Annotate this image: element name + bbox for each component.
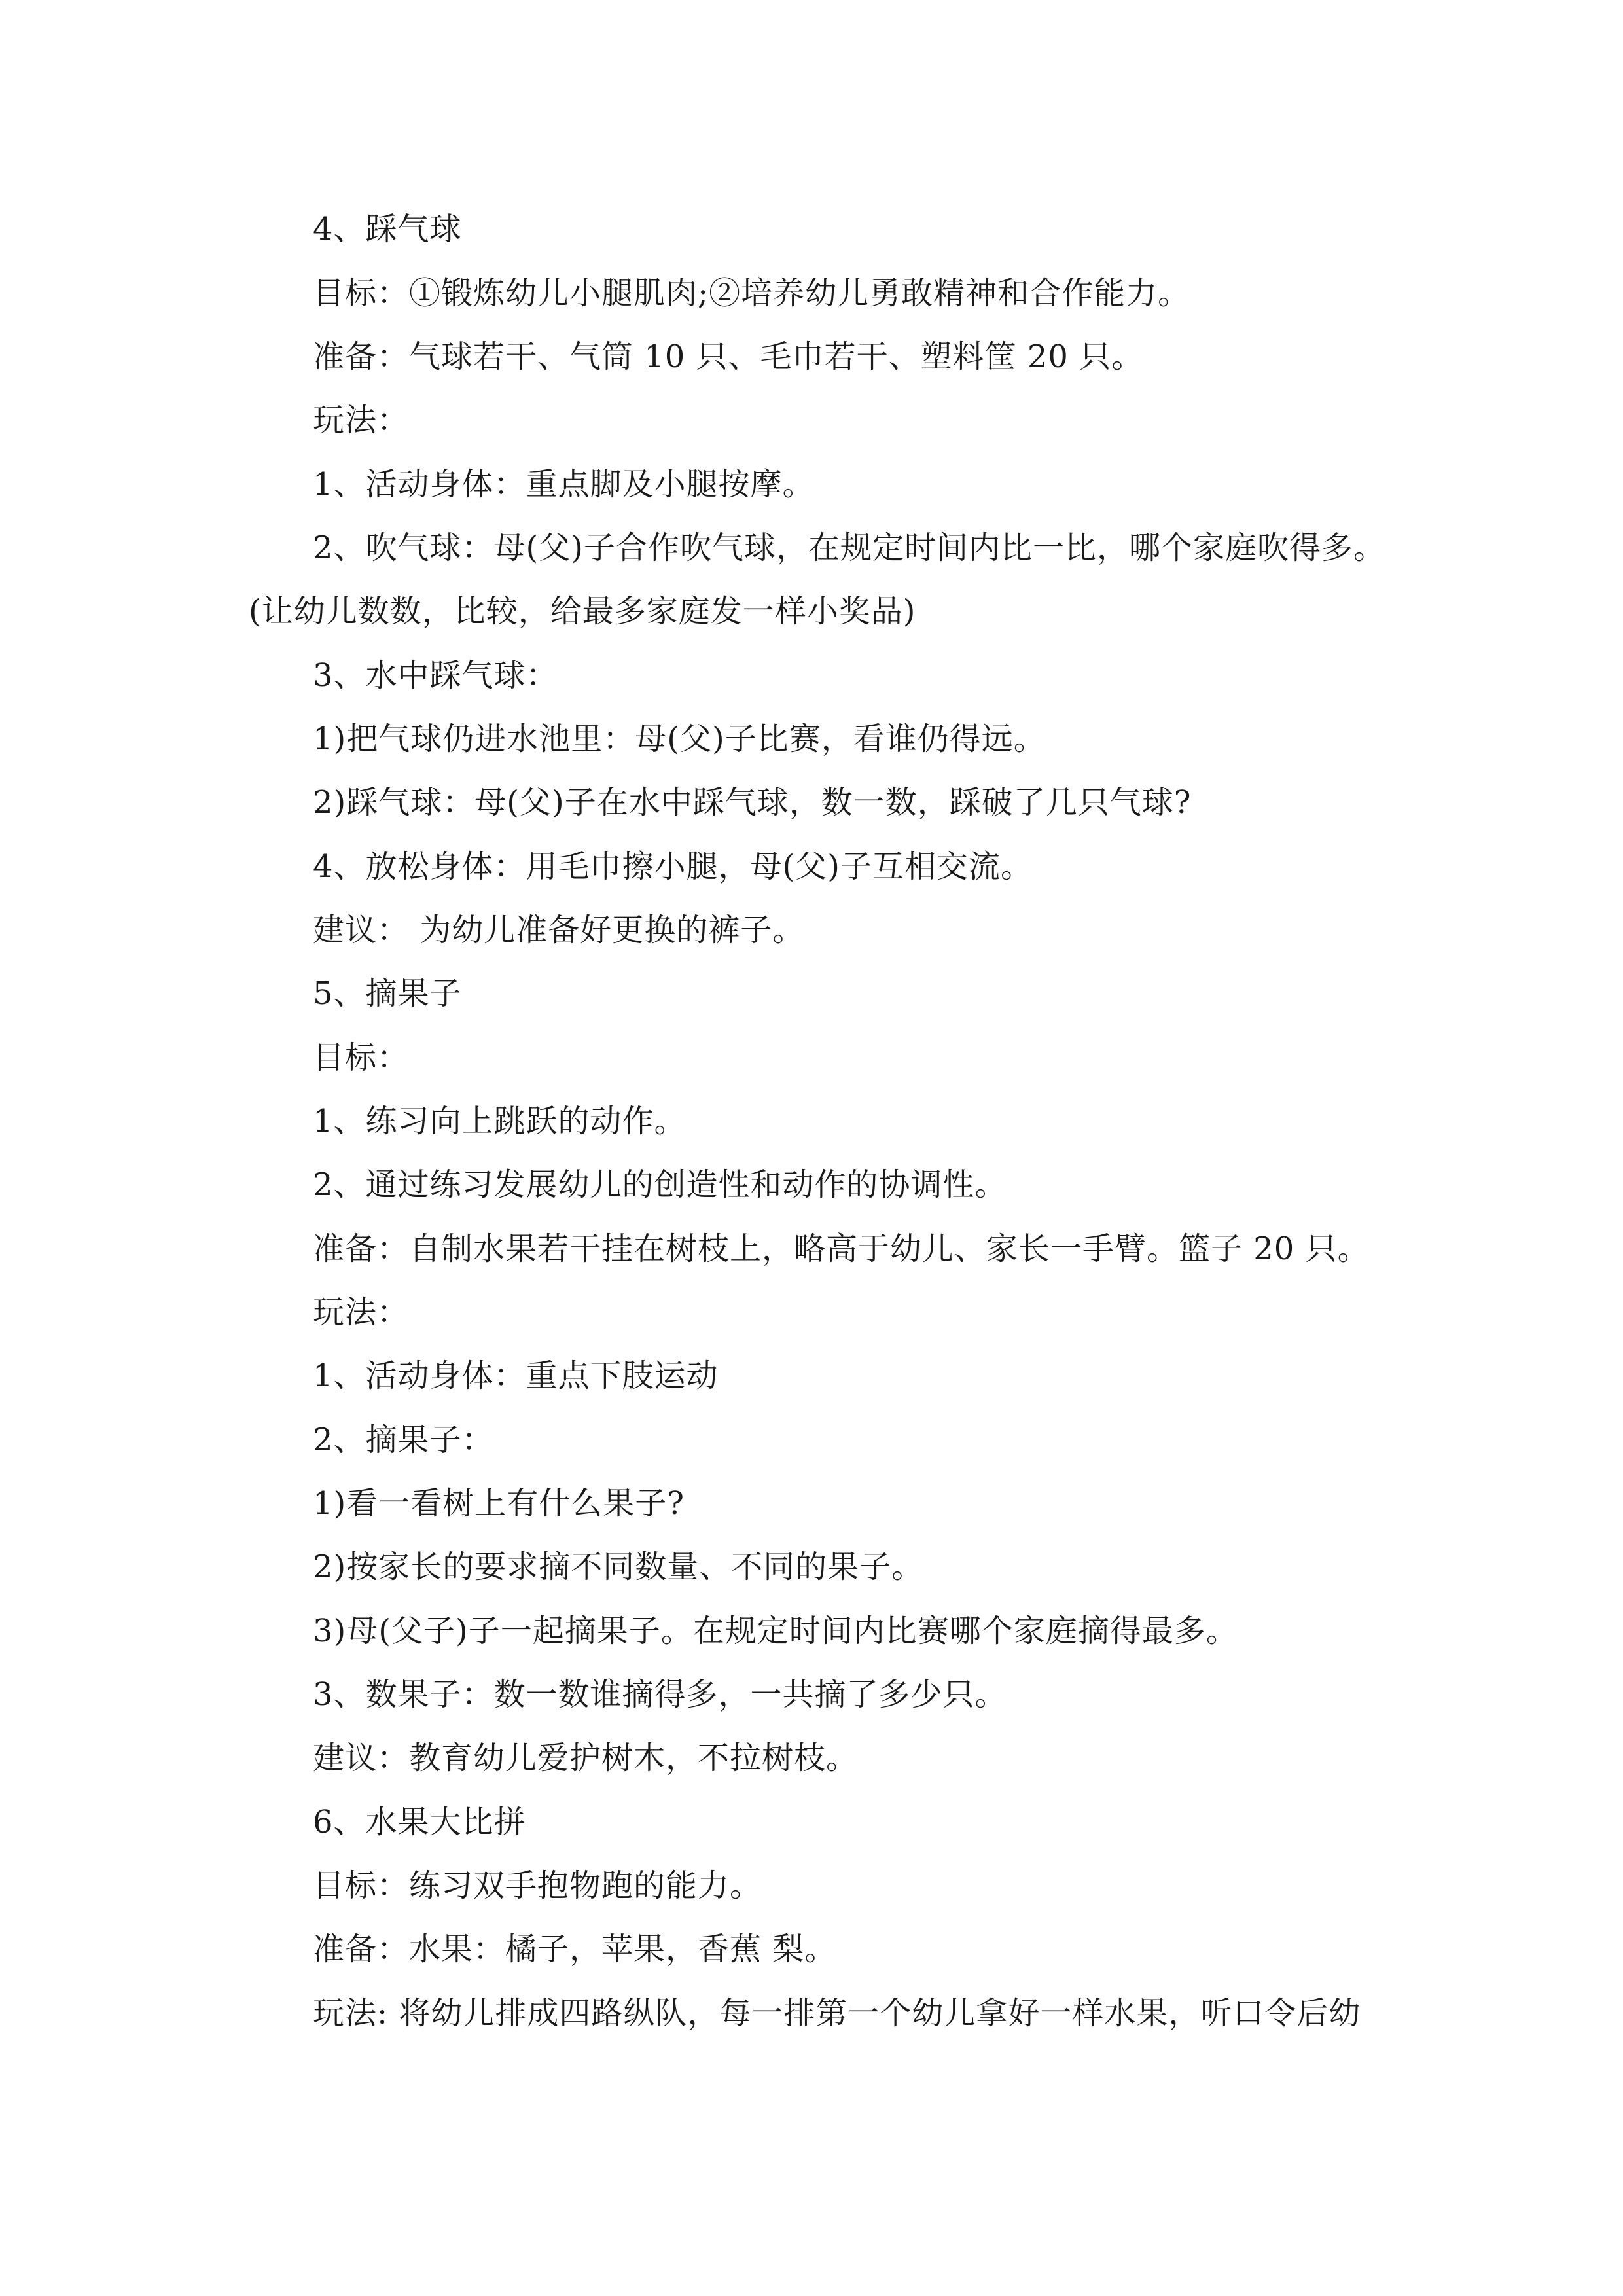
suggestion-line: 建议： 为幼儿准备好更换的裤子。	[313, 912, 805, 948]
section-heading-pick-fruit: 5、摘果子	[313, 975, 462, 1012]
step-line: 2、吹气球：母(父)子合作吹气球，在规定时间内比一比，哪个家庭吹得多。	[313, 529, 1385, 566]
suggestion-line: 建议：教育幼儿爱护树木，不拉树枝。	[313, 1740, 859, 1776]
goal-item: 1、练习向上跳跃的动作。	[313, 1103, 687, 1139]
goal-item: 2、通过练习发展幼儿的创造性和动作的协调性。	[313, 1166, 1007, 1203]
preparation-line: 准备：自制水果若干挂在树枝上，略高于幼儿、家长一手臂。篮子 20 只。	[313, 1230, 1370, 1267]
method-label: 玩法：	[313, 402, 410, 439]
step-line: 3、水中踩气球：	[313, 657, 558, 694]
step-line: 4、放松身体：用毛巾擦小腿，母(父)子互相交流。	[313, 848, 1033, 885]
preparation-line: 准备：气球若干、气筒 10 只、毛巾若干、塑料筐 20 只。	[313, 338, 1144, 375]
section-heading-fruit-contest: 6、水果大比拼	[313, 1804, 526, 1840]
section-heading-step-on-balloons: 4、踩气球	[313, 211, 462, 247]
goal-line: 目标：练习双手抱物跑的能力。	[313, 1867, 762, 1904]
step-line: 1、活动身体：重点下肢运动	[313, 1357, 719, 1394]
sub-step-line: 1)把气球仍进水池里：母(父)子比赛，看谁仍得远。	[313, 721, 1046, 757]
sub-step-line: 2)踩气球：母(父)子在水中踩气球，数一数，踩破了几只气球?	[313, 784, 1192, 821]
preparation-line: 准备：水果：橘子，苹果，香蕉 梨。	[313, 1931, 837, 1967]
sub-step-line: 3)母(父子)子一起摘果子。在规定时间内比赛哪个家庭摘得最多。	[313, 1613, 1238, 1649]
sub-step-line: 1)看一看树上有什么果子?	[313, 1485, 685, 1522]
method-line: 玩法: 将幼儿排成四路纵队，每一排第一个幼儿拿好一样水果，听口令后幼	[313, 1995, 1361, 2032]
step-line: 3、数果子：数一数谁摘得多，一共摘了多少只。	[313, 1676, 1007, 1713]
continuation-line: (让幼儿数数，比较，给最多家庭发一样小奖品)	[249, 593, 916, 630]
goal-label: 目标：	[313, 1039, 410, 1076]
sub-step-line: 2)按家长的要求摘不同数量、不同的果子。	[313, 1549, 924, 1585]
goal-line: 目标：①锻炼幼儿小腿肌肉;②培养幼儿勇敢精神和合作能力。	[313, 275, 1190, 312]
method-label: 玩法：	[313, 1294, 410, 1331]
step-line: 1、活动身体：重点脚及小腿按摩。	[313, 466, 815, 503]
step-line: 2、摘果子：	[313, 1422, 494, 1458]
